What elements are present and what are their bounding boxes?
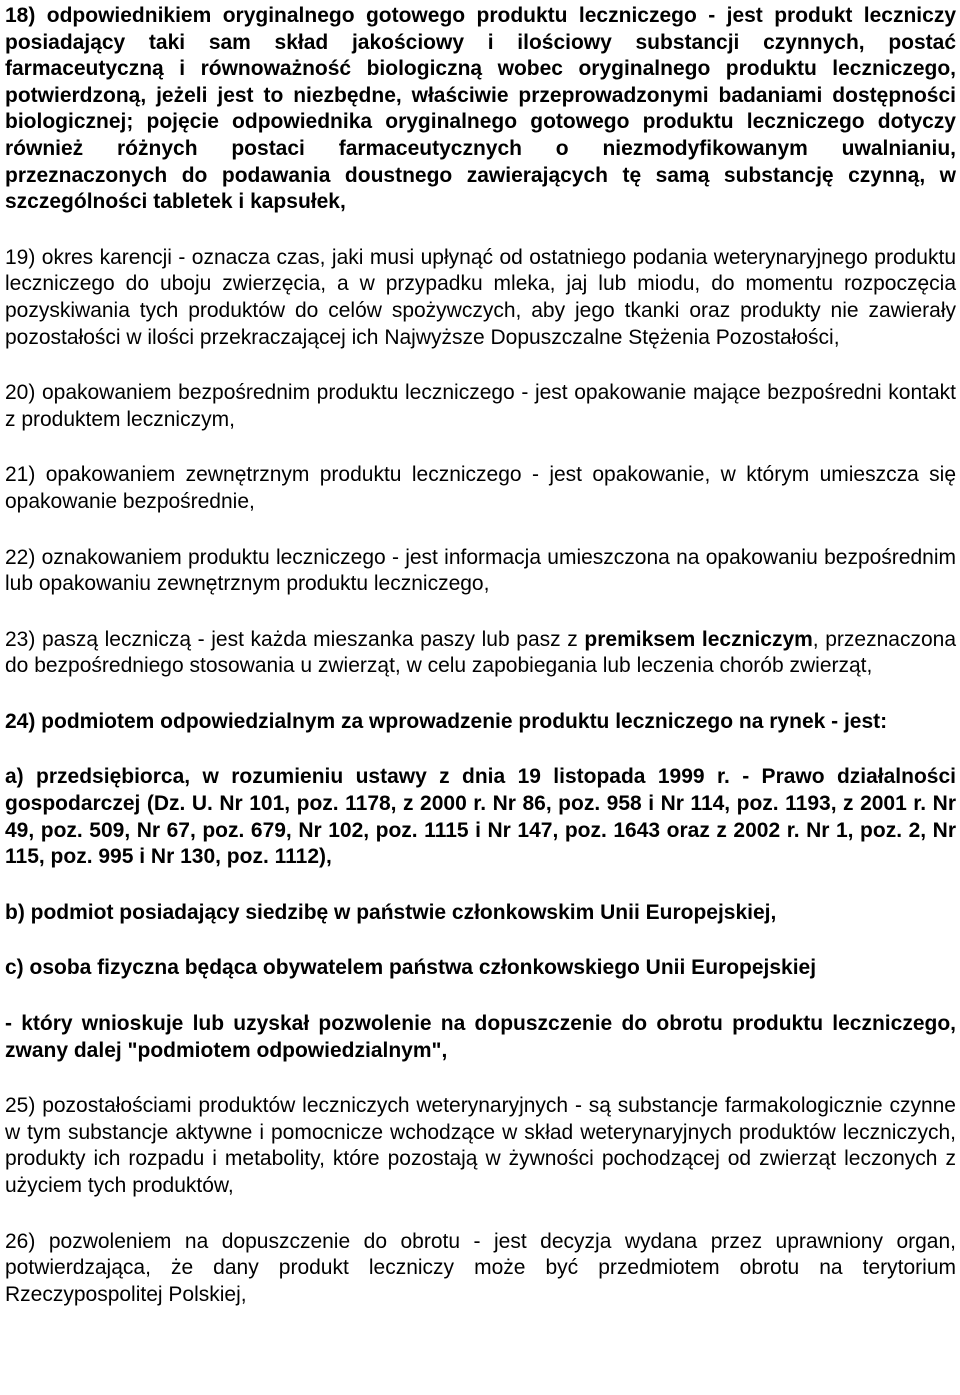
definition-26-paragraph: 26) pozwoleniem na dopuszczenie do obrotu - jest decyzja wydana przez uprawniony organ, potwierdzająca, że dany produkt leczniczy może być przedmiotem obrotu na terytorium Rzeczypospolitej Polskiej, xyxy=(5,1229,956,1306)
definition-23-paragraph xyxy=(5,627,956,680)
definition-22-paragraph: 22) oznakowaniem produktu leczniczego - jest informacja umieszczona na opakowaniu bezpośrednim lub opakowaniu zewnętrznym produktu leczniczego, xyxy=(5,545,956,596)
definition-23-text-end: , przeznaczona do bezpośredniego stosowania u zwierząt, w celu zapobiegania lub leczenia chorób zwierząt, xyxy=(5,627,956,678)
definition-24-item-b: b) podmiot posiadający siedzibę w państwie członkowskim Unii Europejskiej, xyxy=(5,900,777,924)
definition-23-bold-term: premiksem leczniczym xyxy=(584,627,813,651)
definition-24-paragraph: 24) podmiotem odpowiedzialnym za wprowadzenie produktu leczniczego na rynek - jest: xyxy=(5,709,888,733)
definition-25-paragraph: 25) pozostałościami produktów leczniczych weterynaryjnych - są substancje farmakologicznie czynne w tym substancje aktywne i pomocnicze wchodzące w skład weterynaryjnych produktów leczniczych, produkty ich rozpadu i metabolity, które pozostają w żywności pochodzącej od zwierząt leczonych z użyciem tych produktów, xyxy=(5,1094,956,1197)
definition-24-closing: - który wnioskuje lub uzyskał pozwolenie na dopuszczenie do obrotu produktu leczniczego, zwany dalej "podmiotem odpowiedzialnym", xyxy=(5,1012,956,1062)
definition-21-paragraph: 21) opakowaniem zewnętrznym produktu leczniczego - jest opakowanie, w którym umieszcza się opakowanie bezpośrednie, xyxy=(5,463,956,513)
definition-23-text-start: 23) paszą leczniczą - jest każda mieszanka paszy lub pasz z xyxy=(5,627,585,651)
definition-24-item-c: c) osoba fizyczna będąca obywatelem państwa członkowskiego Unii Europejskiej xyxy=(5,956,817,980)
definition-24-item-a: a) przedsiębiorca, w rozumieniu ustawy z dnia 19 listopada 1999 r. - Prawo działalności gospodarczej (Dz. U. Nr 101, poz. 1178, z 2000 r. Nr 86, poz. 958 i Nr 114, poz. 1193, z 2001 r. Nr 49, poz. 509, Nr 67, poz. 679, Nr 102, poz. 1115 i Nr 147, poz. 1643 oraz z 2002 r. Nr 1, poz. 2, Nr 115, poz. 995 i Nr 130, poz. 1112), xyxy=(5,765,956,869)
definition-20-paragraph: 20) opakowaniem bezpośrednim produktu leczniczego - jest opakowanie mające bezpośredni kontakt z produktem leczniczym, xyxy=(5,381,956,431)
definition-19-paragraph: 19) okres karencji - oznacza czas, jaki musi upłynąć od ostatniego podania weterynaryjnego produktu leczniczego do uboju zwierzęcia, a w przypadku mleka, jaj lub miodu, do momentu rozpoczęcia pozyskiwania tych produktów do celów spożywczych, aby jego tkanki oraz produkty nie zawierały pozostałości w ilości przekraczającej ich Najwyższe Dopuszczalne Stężenia Pozostałości, xyxy=(5,245,956,349)
definition-18-paragraph: 18) odpowiednikiem oryginalnego gotowego produktu leczniczego - jest produkt leczniczy posiadający taki sam skład jakościowy i ilościowy substancji czynnych, postać farmaceutyczną i równoważność biologiczną wobec oryginalnego produktu leczniczego, potwierdzoną, jeżeli jest to niezbędne, właściwie przeprowadzonymi badaniami dostępności biologicznej; pojęcie odpowiednika oryginalnego gotowego produktu leczniczego dotyczy również różnych postaci farmaceutycznych o niezmodyfikowanym uwalnianiu, przeznaczonych do podawania doustnego zawierających tę samą substancję czynną, w szczególności tabletek i kapsułek, xyxy=(5,4,956,214)
